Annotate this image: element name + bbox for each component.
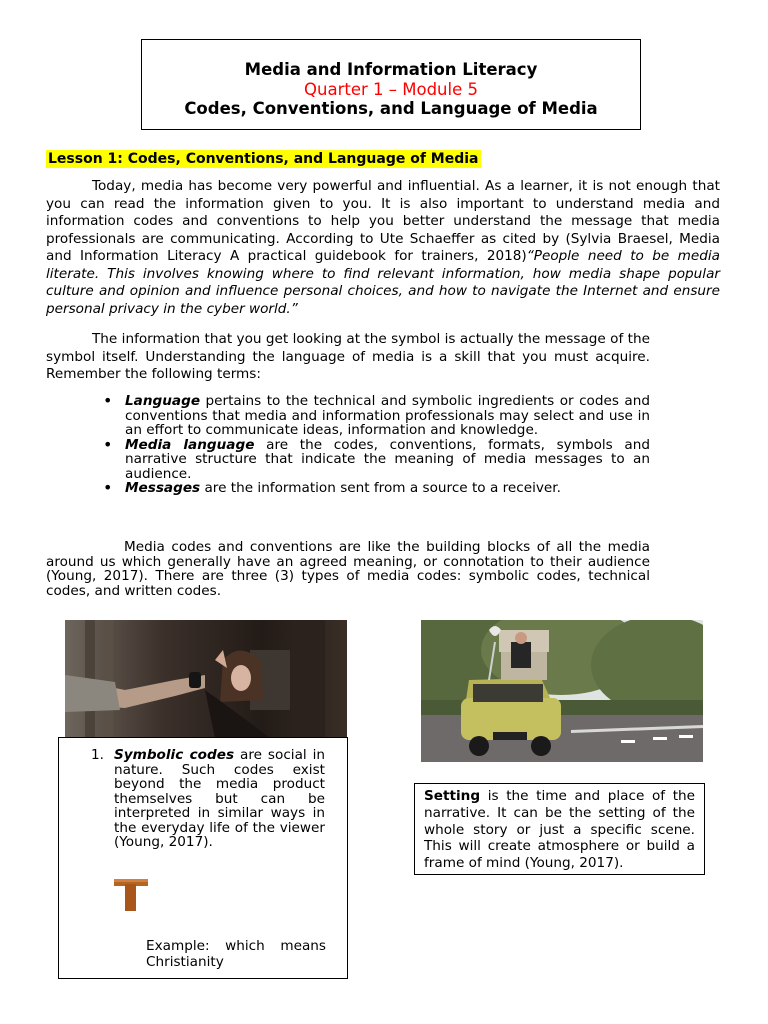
intro-quote: “People need to be media literate. This involves knowing where to find relevant information, how media shape popular culture and opinion and influence personal choices, and how to navigate the Internet and ensure personal privacy in the cyber world.” — [46, 248, 720, 317]
list-item — [103, 391, 650, 438]
symbolic-codes-card — [58, 737, 348, 979]
tau-cross-icon — [113, 878, 153, 912]
intro-text: Today, media has become very powerful and influential. As a learner, it is not enough that you can read the information given to you. It is also important to understand media and information codes and conventions to help you better understand the message that media professionals are communicating. According to Ute Schaeffer as cited by (Sylvia Braesel, Media and Information Literacy A practical guidebook for trainers, 2018) — [46, 178, 720, 264]
symbol-paragraph-text: The information that you get looking at the symbol is actually the message of the symbol itself. Understanding the language of media is a skill that you must acquire. Remember the following terms: — [46, 331, 650, 382]
lesson-heading: Lesson 1: Codes, Conventions, and Language of Media — [48, 151, 479, 167]
terms-list — [103, 391, 650, 497]
list-item — [103, 478, 650, 497]
course-title: Media and Information Literacy — [244, 60, 538, 79]
symbolic-codes-term: Symbolic codes — [114, 747, 235, 763]
term-label: Language — [125, 393, 201, 409]
car-scene-image — [421, 620, 703, 762]
module-topic: Codes, Conventions, and Language of Media — [184, 99, 598, 118]
bullet-icon: • — [103, 478, 113, 497]
setting-text: is the time and place of the narrative. It can be the setting of the whole story or just a specific scene. This will create atmosphere or build a frame of mind (Young, 2017). — [424, 788, 695, 872]
media-codes-paragraph — [46, 540, 650, 598]
list-item — [103, 434, 650, 482]
car-scene-illustration — [421, 620, 703, 762]
symbolic-codes-example: Example: which means Christianity — [146, 938, 326, 970]
term-definition: are the codes, conventions, formats, symbols and narrative structure that indicate the meaning of media messages to an audience. — [125, 436, 650, 482]
setting-term: Setting — [424, 788, 481, 804]
term-definition: pertains to the technical and symbolic ingredients or codes and conventions that media and information professionals may select and use in an effort to communicate ideas, information and knowledge. — [125, 393, 650, 438]
module-title-box — [141, 39, 641, 130]
term-label: Media language — [125, 436, 255, 453]
media-codes-text: Media codes and conventions are like the building blocks of all the media around us which generally have an agreed meaning, or connotation to their audience (Young, 2017). There are three (3) types of media codes: symbolic codes, technical codes, and written codes. — [46, 539, 650, 599]
term-label: Messages — [125, 480, 201, 496]
intro-paragraph — [46, 178, 720, 318]
symbol-paragraph — [46, 331, 650, 384]
setting-card — [414, 783, 705, 875]
symbolic-codes-text: are social in nature. Such codes exist beyond the media product themselves but can be interpreted in similar ways in the everyday life of the viewer (Young, 2017). — [114, 747, 325, 850]
symbolic-codes-description — [114, 748, 325, 850]
quarter-module: Quarter 1 – Module 5 — [304, 79, 478, 99]
bullet-icon: • — [103, 434, 113, 454]
term-definition: are the information sent from a source to a receiver. — [200, 480, 561, 496]
bullet-icon: • — [103, 391, 113, 410]
horror-scene-illustration — [65, 620, 347, 738]
list-number: 1. — [91, 747, 104, 763]
horror-scene-image — [65, 620, 347, 738]
